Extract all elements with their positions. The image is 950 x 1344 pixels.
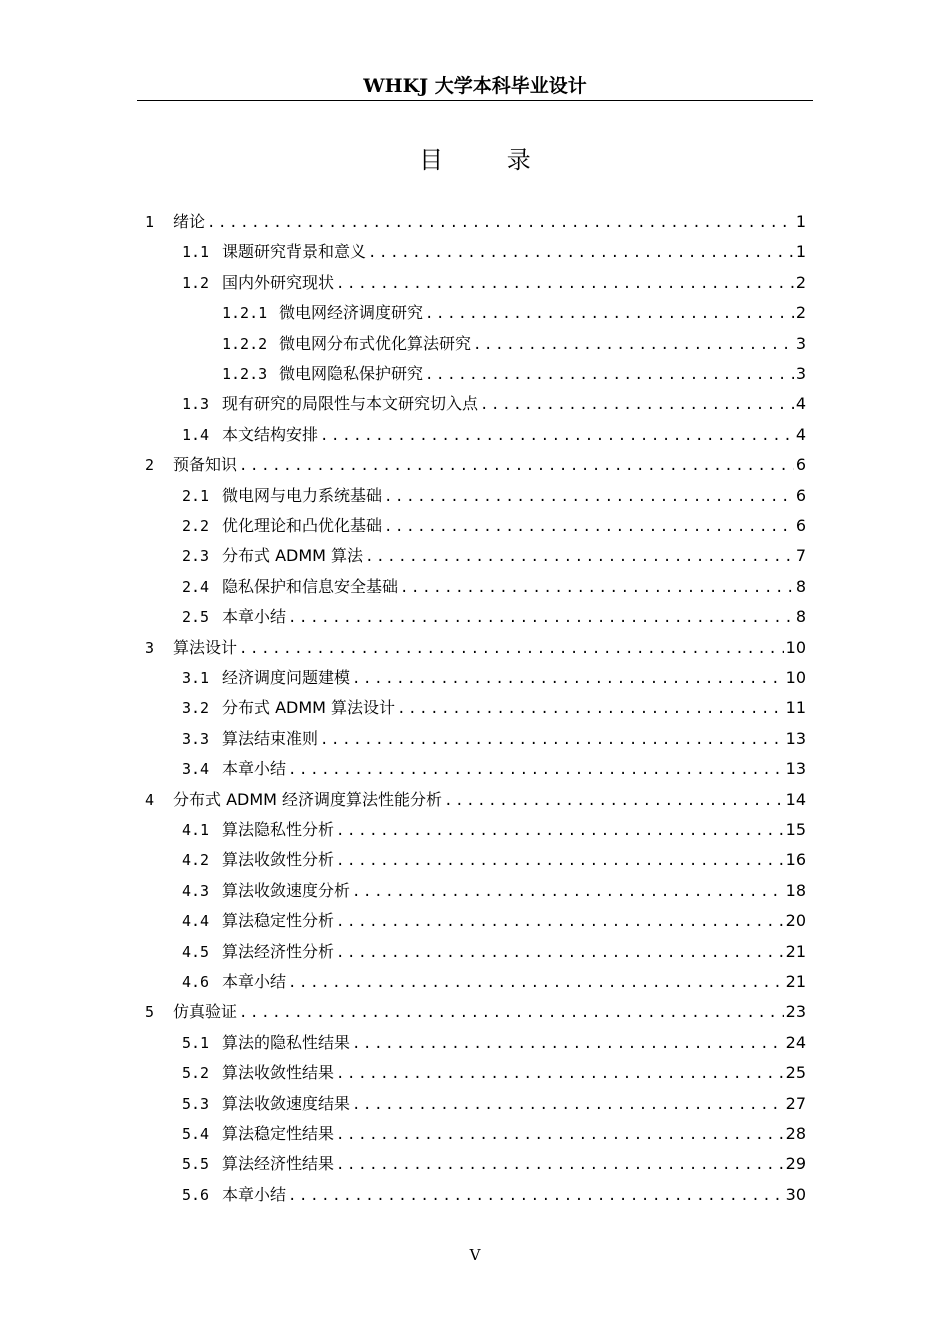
toc-entry-number: 2.1 xyxy=(182,487,210,505)
toc-entry-number: 3.4 xyxy=(182,760,210,778)
toc-entry-page: 15 xyxy=(785,820,806,839)
toc-entry-page: 3 xyxy=(795,364,806,383)
toc-entry-number: 4.1 xyxy=(182,821,210,839)
toc-entry-number: 5 xyxy=(145,1003,155,1021)
toc-entry-page: 10 xyxy=(785,638,806,657)
toc-entry-number: 2.5 xyxy=(182,608,210,626)
toc-leader-dots xyxy=(397,696,784,722)
toc-entry-number: 3 xyxy=(145,639,155,657)
toc-entry[interactable] xyxy=(182,1030,806,1056)
toc-entry-number: 1.2.1 xyxy=(222,304,268,322)
toc-entry[interactable] xyxy=(182,1182,806,1208)
toc-entry-page: 3 xyxy=(795,334,806,353)
toc-entry[interactable] xyxy=(182,1151,806,1177)
toc-entry-title: 算法收敛速度分析 xyxy=(222,881,351,900)
toc-entry-page: 23 xyxy=(785,1002,806,1021)
toc-entry-number: 5.5 xyxy=(182,1155,210,1173)
toc-entry-page: 1 xyxy=(795,212,806,231)
toc-entry-number: 2.4 xyxy=(182,578,210,596)
toc-entry-page: 8 xyxy=(795,607,806,626)
toc-leader-dots xyxy=(365,544,794,570)
toc-entry[interactable] xyxy=(182,817,806,843)
toc-entry-number: 3.3 xyxy=(182,730,210,748)
toc-leader-dots xyxy=(336,940,784,966)
toc-entry-number: 4.3 xyxy=(182,882,210,900)
toc-entry-page: 4 xyxy=(795,425,806,444)
toc-entry-title: 算法隐私性分析 xyxy=(222,820,335,839)
toc-entry-title: 分布式 ADMM 经济调度算法性能分析 xyxy=(173,790,443,809)
toc-entry[interactable] xyxy=(182,543,806,569)
toc-leader-dots xyxy=(288,757,784,783)
toc-entry-title: 算法设计 xyxy=(173,638,238,657)
toc-entry-title: 本章小结 xyxy=(222,607,287,626)
toc-entry[interactable] xyxy=(182,756,806,782)
toc-entry[interactable] xyxy=(182,513,806,539)
toc-leader-dots xyxy=(352,1092,784,1118)
toc-entry[interactable] xyxy=(182,239,806,265)
toc-entry-page: 28 xyxy=(785,1124,806,1143)
toc-entry[interactable] xyxy=(182,695,806,721)
toc-entry[interactable] xyxy=(182,939,806,965)
toc-entry-number: 4.2 xyxy=(182,851,210,869)
toc-entry-page: 27 xyxy=(785,1094,806,1113)
page-header: WHKJ 大学本科毕业设计 xyxy=(363,75,587,97)
toc-entry[interactable] xyxy=(145,787,806,813)
toc-leader-dots xyxy=(352,879,784,905)
toc-leader-dots xyxy=(336,1061,784,1087)
toc-leader-dots xyxy=(352,1031,784,1057)
toc-entry-title: 课题研究背景和意义 xyxy=(222,242,367,261)
toc-leader-dots xyxy=(480,392,794,418)
toc-entry[interactable] xyxy=(182,726,806,752)
toc-entry-page: 2 xyxy=(795,303,806,322)
toc-leader-dots xyxy=(239,453,794,479)
toc-entry-number: 2.3 xyxy=(182,547,210,565)
toc-leader-dots xyxy=(400,575,794,601)
toc-entry-number: 1.2.2 xyxy=(222,335,268,353)
toc-entry-page: 21 xyxy=(785,972,806,991)
toc-leader-dots xyxy=(239,1000,784,1026)
toc-entry-page: 21 xyxy=(785,942,806,961)
toc-entry-page: 6 xyxy=(795,455,806,474)
toc-title: 目 录 xyxy=(419,146,559,174)
toc-entry-page: 7 xyxy=(795,546,806,565)
toc-entry[interactable] xyxy=(182,969,806,995)
toc-entry-number: 3.1 xyxy=(182,669,210,687)
toc-leader-dots xyxy=(384,514,794,540)
toc-entry-page: 1 xyxy=(795,242,806,261)
toc-entry-title: 本章小结 xyxy=(222,759,287,778)
toc-leader-dots xyxy=(368,240,794,266)
toc-entry-title: 算法稳定性分析 xyxy=(222,911,335,930)
toc-leader-dots xyxy=(288,1183,784,1209)
toc-leader-dots xyxy=(336,818,784,844)
toc-entry-title: 微电网分布式优化算法研究 xyxy=(279,334,472,353)
toc-entry-title: 分布式 ADMM 算法设计 xyxy=(222,698,396,717)
toc-entry-title: 算法收敛性结果 xyxy=(222,1063,335,1082)
toc-leader-dots xyxy=(384,484,794,510)
toc-entry-title: 分布式 ADMM 算法 xyxy=(222,546,364,565)
toc-entry-page: 30 xyxy=(785,1185,806,1204)
toc-entry-title: 微电网经济调度研究 xyxy=(279,303,424,322)
toc-entry-title: 算法收敛性分析 xyxy=(222,850,335,869)
toc-entry-title: 算法经济性分析 xyxy=(222,942,335,961)
page-number: V xyxy=(469,1246,481,1264)
toc-leader-dots xyxy=(288,605,794,631)
toc-entry-number: 1 xyxy=(145,213,155,231)
toc-leader-dots xyxy=(239,636,784,662)
toc-entry-title: 算法收敛速度结果 xyxy=(222,1094,351,1113)
toc-entry-page: 13 xyxy=(785,759,806,778)
toc-entry-title: 算法结束准则 xyxy=(222,729,319,748)
toc-entry[interactable] xyxy=(182,270,806,296)
toc-entry[interactable] xyxy=(182,878,806,904)
toc-entry-title: 微电网与电力系统基础 xyxy=(222,486,383,505)
toc-entry-page: 29 xyxy=(785,1154,806,1173)
toc-entry-title: 国内外研究现状 xyxy=(222,273,335,292)
toc-entry-title: 本章小结 xyxy=(222,972,287,991)
toc-entry-page: 8 xyxy=(795,577,806,596)
toc-entry[interactable] xyxy=(182,604,806,630)
toc-leader-dots xyxy=(336,271,794,297)
toc-entry[interactable] xyxy=(145,635,806,661)
toc-leader-dots xyxy=(336,1152,784,1178)
toc-leader-dots xyxy=(336,909,784,935)
toc-leader-dots xyxy=(336,1122,784,1148)
toc-entry[interactable] xyxy=(222,331,806,357)
toc-entry-page: 6 xyxy=(795,486,806,505)
toc-entry-title: 优化理论和凸优化基础 xyxy=(222,516,383,535)
toc-entry-number: 4 xyxy=(145,791,155,809)
toc-entry-number: 1.4 xyxy=(182,426,210,444)
toc-entry-page: 6 xyxy=(795,516,806,535)
toc-entry-title: 绪论 xyxy=(173,212,206,231)
toc-leader-dots xyxy=(444,788,784,814)
toc-entry-number: 5.6 xyxy=(182,1186,210,1204)
toc-entry-page: 4 xyxy=(795,394,806,413)
toc-entry[interactable] xyxy=(182,665,806,691)
toc-entry-number: 5.2 xyxy=(182,1064,210,1082)
toc-entry-number: 2.2 xyxy=(182,517,210,535)
toc-entry-title: 算法经济性结果 xyxy=(222,1154,335,1173)
toc-entry-number: 4.5 xyxy=(182,943,210,961)
toc-entry-number: 1.3 xyxy=(182,395,210,413)
toc-entry-title: 算法的隐私性结果 xyxy=(222,1033,351,1052)
toc-entry-page: 18 xyxy=(785,881,806,900)
toc-entry-page: 24 xyxy=(785,1033,806,1052)
toc-entry-number: 4.6 xyxy=(182,973,210,991)
toc-entry-page: 10 xyxy=(785,668,806,687)
toc-entry-title: 经济调度问题建模 xyxy=(222,668,351,687)
toc-entry[interactable] xyxy=(182,1121,806,1147)
toc-entry-title: 预备知识 xyxy=(173,455,238,474)
toc-entry-page: 11 xyxy=(785,698,806,717)
toc-entry-page: 16 xyxy=(785,850,806,869)
toc-leader-dots xyxy=(288,970,784,996)
toc-entry-number: 5.3 xyxy=(182,1095,210,1113)
toc-entry-number: 2 xyxy=(145,456,155,474)
toc-entry[interactable] xyxy=(182,574,806,600)
toc-entry-page: 25 xyxy=(785,1063,806,1082)
toc-entry-number: 4.4 xyxy=(182,912,210,930)
toc-entry-number: 1.2 xyxy=(182,274,210,292)
toc-entry-title: 本章小结 xyxy=(222,1185,287,1204)
toc-entry-number: 5.1 xyxy=(182,1034,210,1052)
toc-entry-page: 2 xyxy=(795,273,806,292)
toc-entry-page: 20 xyxy=(785,911,806,930)
toc-leader-dots xyxy=(425,362,794,388)
toc-entry[interactable] xyxy=(182,391,806,417)
toc-leader-dots xyxy=(320,423,794,449)
toc-leader-dots xyxy=(473,332,794,358)
toc-entry-number: 5.4 xyxy=(182,1125,210,1143)
toc-entry[interactable] xyxy=(182,483,806,509)
toc-leader-dots xyxy=(207,210,794,236)
toc-entry[interactable] xyxy=(182,1060,806,1086)
toc-entry[interactable] xyxy=(145,999,806,1025)
toc-leader-dots xyxy=(320,727,784,753)
toc-leader-dots xyxy=(425,301,794,327)
toc-entry-title: 算法稳定性结果 xyxy=(222,1124,335,1143)
toc-entry[interactable] xyxy=(222,361,806,387)
toc-entry-number: 1.1 xyxy=(182,243,210,261)
toc-leader-dots xyxy=(352,666,784,692)
toc-entry-number: 1.2.3 xyxy=(222,365,268,383)
toc-entry[interactable] xyxy=(182,422,806,448)
toc-entry-title: 仿真验证 xyxy=(173,1002,238,1021)
toc-entry[interactable] xyxy=(182,908,806,934)
toc-entry[interactable] xyxy=(222,300,806,326)
toc-entry-number: 3.2 xyxy=(182,699,210,717)
toc-entry[interactable] xyxy=(145,209,806,235)
toc-entry[interactable] xyxy=(182,847,806,873)
toc-entry-title: 本文结构安排 xyxy=(222,425,319,444)
toc-entry-title: 隐私保护和信息安全基础 xyxy=(222,577,399,596)
toc-entry-page: 14 xyxy=(785,790,806,809)
toc-entry-title: 现有研究的局限性与本文研究切入点 xyxy=(222,394,479,413)
toc-leader-dots xyxy=(336,848,784,874)
toc-entry[interactable] xyxy=(182,1091,806,1117)
toc-entry[interactable] xyxy=(145,452,806,478)
toc-entry-title: 微电网隐私保护研究 xyxy=(279,364,424,383)
toc-entry-page: 13 xyxy=(785,729,806,748)
